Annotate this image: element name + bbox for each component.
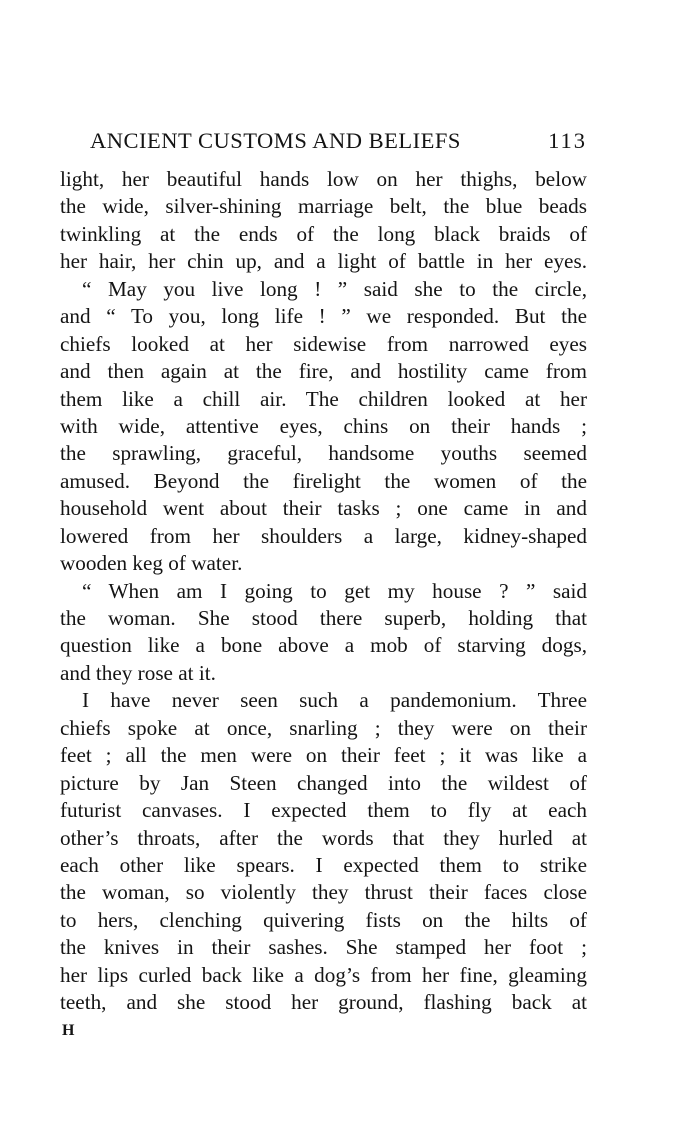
- running-head: [60, 128, 587, 160]
- text-line: wooden keg of water.: [60, 551, 243, 576]
- text-line: twinkling at the ends of the long black braids of: [60, 221, 587, 246]
- text-line: her hair, her chin up, and a light of battle in her eyes.: [60, 249, 587, 274]
- text-line: the sprawling, graceful, handsome youths seemed: [60, 441, 587, 466]
- text-line: feet ; all the men were on their feet ; it was like a: [60, 743, 587, 768]
- text-line: lowered from her shoulders a large, kidney-shaped: [60, 523, 587, 548]
- text-line: each other like spears. I expected them to strike: [60, 852, 587, 877]
- text-line: the knives in their sashes. She stamped her foot ;: [60, 935, 587, 960]
- text-line: “ When am I going to get my house ? ” said: [82, 578, 587, 603]
- book-page: [60, 0, 587, 1134]
- text-line: “ May you live long ! ” said she to the circle,: [82, 276, 587, 301]
- text-line: and “ To you, long life ! ” we responded. But the: [60, 304, 587, 329]
- text-line: her lips curled back like a dog’s from her fine, gleaming: [60, 962, 587, 987]
- text-line: chiefs spoke at once, snarling ; they were on their: [60, 715, 587, 740]
- text-line: household went about their tasks ; one came in and: [60, 496, 587, 521]
- text-line: other’s throats, after the words that they hurled at: [60, 825, 587, 850]
- page-number: 113: [548, 128, 587, 153]
- signature-mark: H: [62, 1022, 75, 1039]
- text-line: them like a chill air. The children looked at her: [60, 386, 587, 411]
- text-line: the wide, silver-shining marriage belt, the blue beads: [60, 194, 587, 219]
- text-line: light, her beautiful hands low on her thighs, below: [60, 167, 587, 191]
- chapter-title: ANCIENT CUSTOMS AND BELIEFS: [90, 128, 461, 153]
- text-line: and they rose at it.: [60, 660, 216, 685]
- body-text: [60, 166, 587, 1017]
- text-line: picture by Jan Steen changed into the wildest of: [60, 770, 587, 795]
- text-line: and then again at the fire, and hostility came from: [60, 359, 587, 384]
- text-line: I have never seen such a pandemonium. Three: [82, 688, 587, 713]
- text-line: the woman, so violently they thrust their faces close: [60, 880, 587, 905]
- text-line: chiefs looked at her sidewise from narrowed eyes: [60, 331, 587, 356]
- text-line: question like a bone above a mob of starving dogs,: [60, 633, 587, 658]
- text-line: teeth, and she stood her ground, flashing back at: [60, 990, 587, 1015]
- text-line: the woman. She stood there superb, holding that: [60, 606, 587, 630]
- text-line: to hers, clenching quivering fists on the hilts of: [60, 907, 587, 932]
- text-line: futurist canvases. I expected them to fly at each: [60, 798, 587, 823]
- text-line: amused. Beyond the firelight the women of the: [60, 468, 587, 493]
- text-line: with wide, attentive eyes, chins on their hands ;: [60, 413, 587, 438]
